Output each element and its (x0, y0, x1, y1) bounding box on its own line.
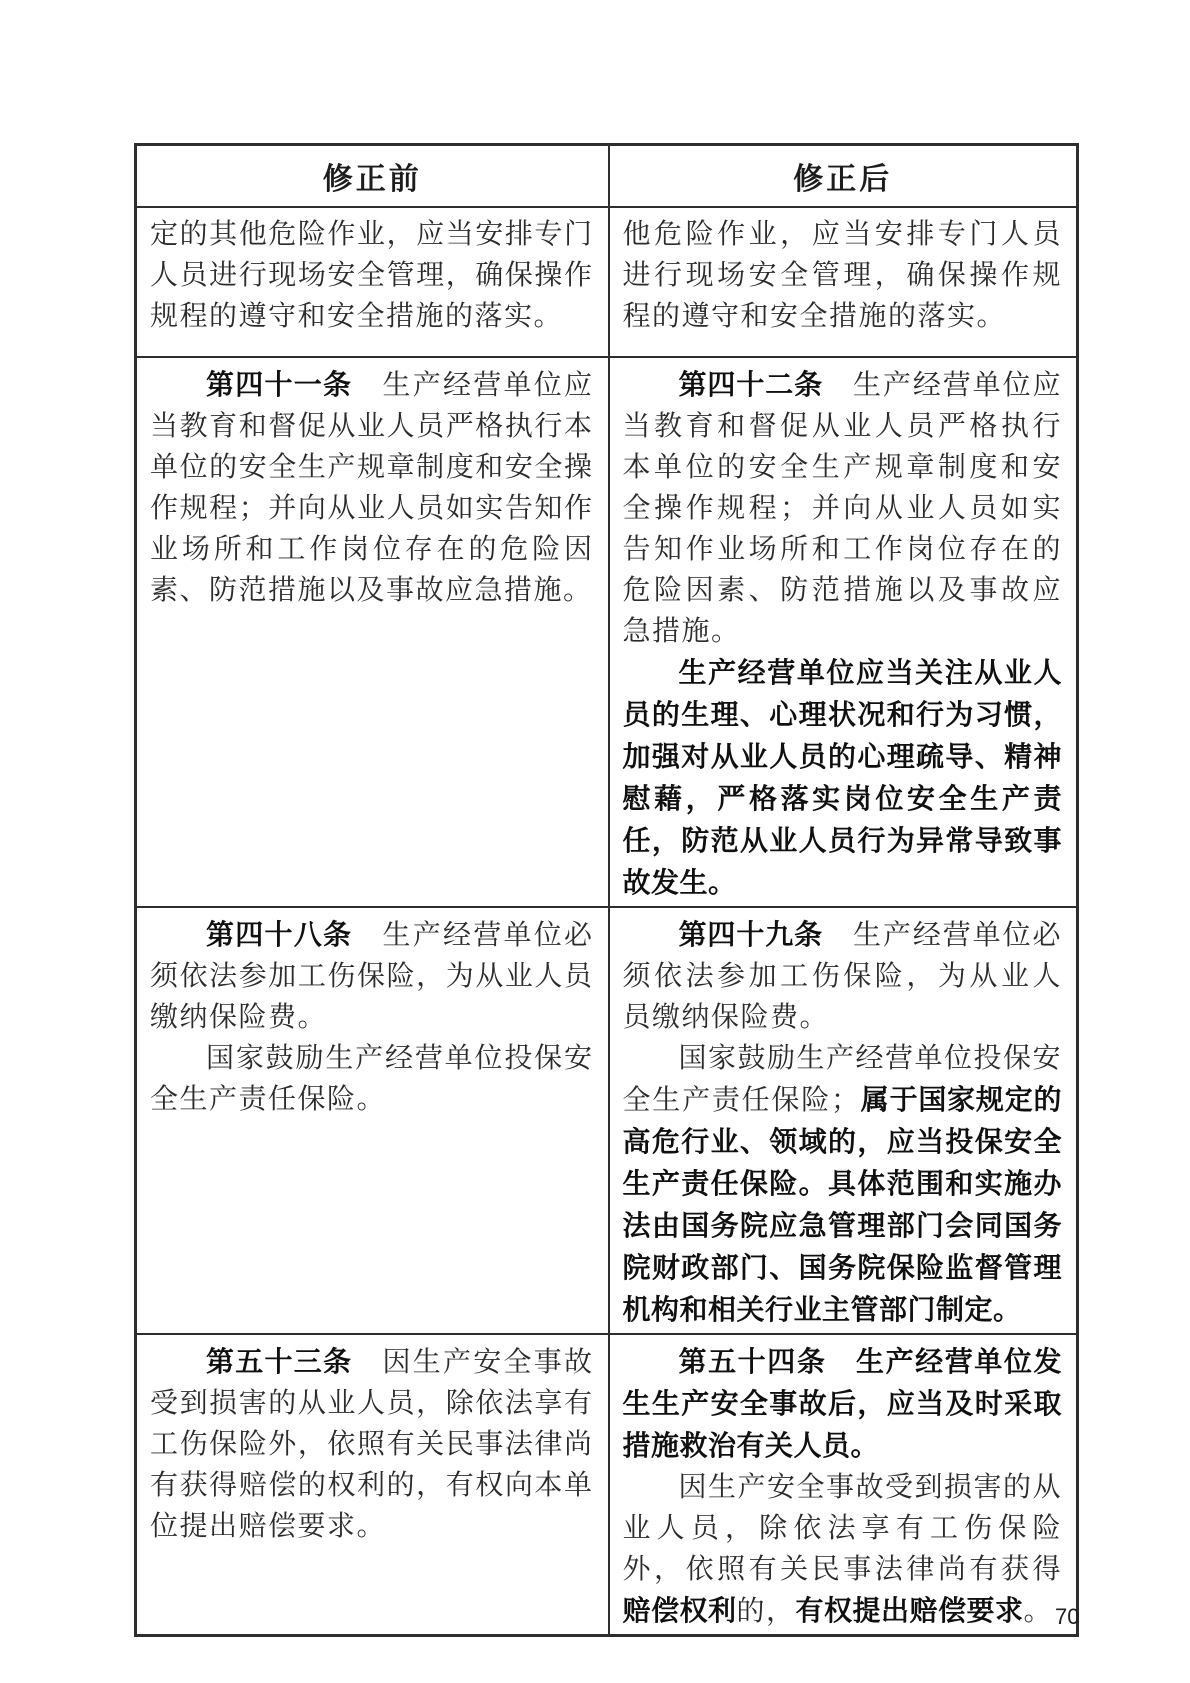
amended-text-run: 第四十九条 (678, 919, 824, 950)
cell-after-article-49 (609, 907, 1078, 1334)
cell-before-article-48 (136, 907, 609, 1334)
paragraph (150, 914, 594, 1038)
text-run: 生产经营单位必须依法参加工伤保险，为从业人员缴纳保险费。 (150, 920, 594, 1033)
amended-text-run: 有权提出赔偿要求 (795, 1595, 1024, 1626)
paragraph (150, 1341, 594, 1547)
amended-text-run: 第五十四条 (678, 1346, 827, 1377)
amendment-comparison-table (134, 143, 1079, 1637)
table-row-article-41-42 (136, 357, 1078, 907)
paragraph (623, 1341, 1063, 1467)
amended-text-run: 第五十三条 (206, 1346, 353, 1377)
column-header-after: 修正后 (609, 145, 1078, 208)
amended-text-run: 属于国家规定的高危行业、领域的，应当投保安全生产责任保险。具体范围和实施办法由国务院应急管理部门会同国务院财政部门、国务院保险监督管理机构和相关行业主管部门制定。 (622, 1084, 1062, 1325)
page-number: 70 (1055, 1604, 1080, 1629)
amended-text-run: 生产经营单位发生生产安全事故后，应当及时采取措施救治有关人员。 (622, 1346, 1062, 1461)
text-run: 国家鼓励生产经营单位投保安全生产责任保险。 (150, 1043, 594, 1115)
paragraph (150, 214, 594, 337)
paragraph (150, 364, 594, 611)
table-row-article-48-49 (136, 907, 1078, 1334)
text-run: 生产经营单位应当教育和督促从业人员严格执行本单位的安全生产规章制度和安全操作规程；并向从业人员如实告知作业场所和工作岗位存在的危险因素、防范措施以及事故应急措施。 (150, 370, 594, 606)
paragraph (623, 214, 1063, 337)
paragraph (623, 364, 1063, 652)
paragraph (623, 914, 1063, 1038)
text-run: 他危险作业，应当安排专门人员进行现场安全管理，确保操作规程的遵守和安全措施的落实。 (622, 219, 1062, 332)
paragraph (623, 1467, 1063, 1632)
text-run: 生产经营单位应当教育和督促从业人员严格执行本单位的安全生产规章制度和安全操作规程；并向从业人员如实告知作业场所和工作岗位存在的危险因素、防范措施以及事故应急措施。 (622, 370, 1062, 647)
cell-before-article-41 (136, 357, 609, 907)
amended-text-run: 第四十八条 (206, 919, 353, 950)
text-run: 的， (736, 1596, 796, 1627)
cell-before-continuation (136, 207, 609, 357)
amended-text-run: 生产经营单位应当关注从业人员的生理、心理状况和行为习惯，加强对从业人员的心理疏导、精神慰藉，严格落实岗位安全生产责任，防范从业人员行为异常导致事故发生。 (622, 657, 1062, 898)
column-header-before: 修正前 (136, 145, 609, 208)
table-row-article-53-54 (136, 1334, 1078, 1636)
text-run: 国家鼓励生产经营单位投保安全生产责任保险； (622, 1043, 1063, 1116)
text-run: 生产经营单位必须依法参加工伤保险，为从业人员缴纳保险费。 (622, 920, 1062, 1033)
cell-before-article-53 (136, 1334, 609, 1636)
amended-text-run: 赔偿权利 (622, 1595, 737, 1626)
amended-text-run: 第四十二条 (678, 369, 824, 400)
cell-after-article-42 (609, 357, 1078, 907)
text-run: 定的其他危险作业，应当安排专门人员进行现场安全管理，确保操作规程的遵守和安全措施的落实。 (150, 219, 594, 332)
comparison-table-container (134, 143, 1076, 1637)
text-run: 因生产安全事故受到损害的从业人员，除依法享有工伤保险外，依照有关民事法律尚有获得 (622, 1472, 1063, 1585)
cell-after-article-54 (609, 1334, 1078, 1636)
text-run: 。 (1023, 1596, 1054, 1627)
amended-text-run: 第四十一条 (206, 369, 353, 400)
text-run: 因生产安全事故受到损害的从业人员，除依法享有工伤保险外，依照有关民事法律尚有获得赔偿的权利的，有权向本单位提出赔偿要求。 (150, 1347, 594, 1542)
paragraph (623, 652, 1063, 904)
cell-after-continuation (609, 207, 1078, 357)
table-row-continuation (136, 207, 1078, 357)
table-header-row (136, 145, 1078, 208)
paragraph (150, 1038, 594, 1120)
paragraph (623, 1038, 1063, 1331)
